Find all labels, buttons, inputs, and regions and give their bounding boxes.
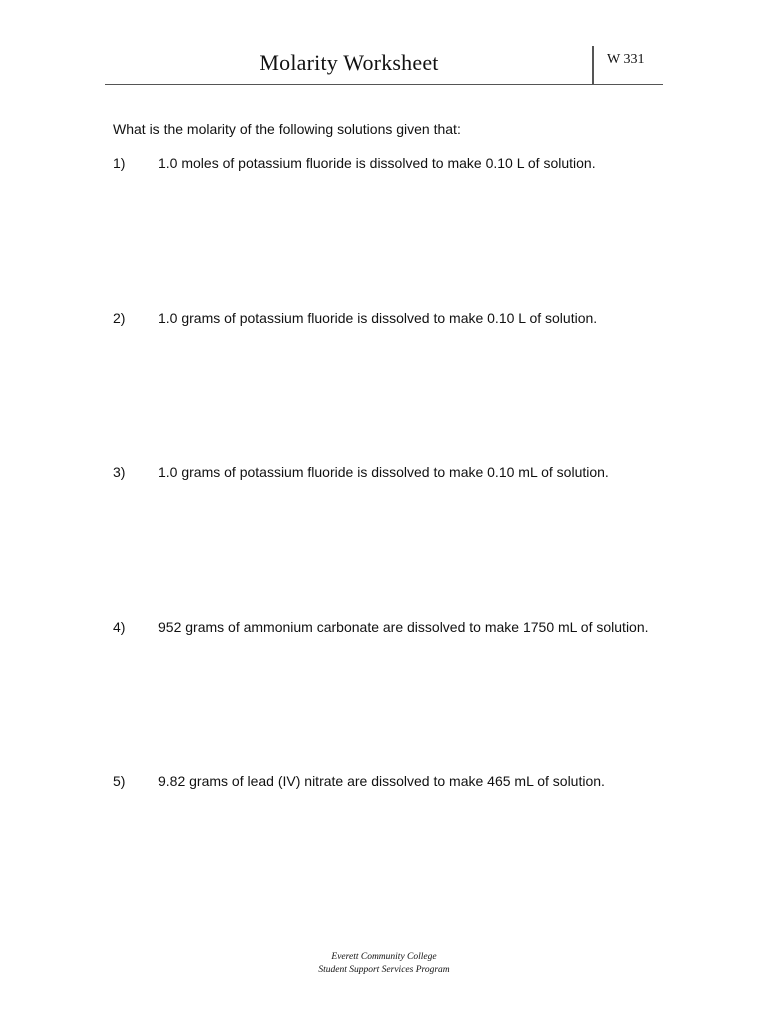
header-rule: [105, 84, 663, 85]
footer-college: Everett Community College: [331, 952, 437, 962]
question-5: [113, 773, 605, 789]
question-text: 9.82 grams of lead (IV) nitrate are dissolved to make 465 mL of solution.: [158, 773, 605, 789]
question-text: 1.0 grams of potassium fluoride is dissolved to make 0.10 L of solution.: [158, 310, 598, 326]
form-code: W 331: [607, 52, 645, 67]
question-number: 5): [113, 773, 126, 789]
question-number: 1): [113, 155, 126, 171]
question-number: 2): [113, 310, 126, 326]
page-title: Molarity Worksheet: [259, 50, 439, 75]
footer: [0, 951, 768, 977]
question-3: [113, 464, 609, 480]
question-4: [113, 619, 649, 635]
question-1: [113, 155, 596, 171]
question-text: 1.0 grams of potassium fluoride is dissolved to make 0.10 mL of solution.: [158, 464, 609, 480]
question-number: 3): [113, 464, 126, 480]
question-text: 1.0 moles of potassium fluoride is dissolved to make 0.10 L of solution.: [158, 155, 596, 171]
question-number: 4): [113, 619, 126, 635]
header-divider: [592, 46, 594, 85]
intro-text: What is the molarity of the following solutions given that:: [113, 121, 461, 137]
question-2: [113, 310, 597, 326]
question-text: 952 grams of ammonium carbonate are dissolved to make 1750 mL of solution.: [158, 619, 649, 635]
footer-program: Student Support Services Program: [318, 965, 450, 975]
